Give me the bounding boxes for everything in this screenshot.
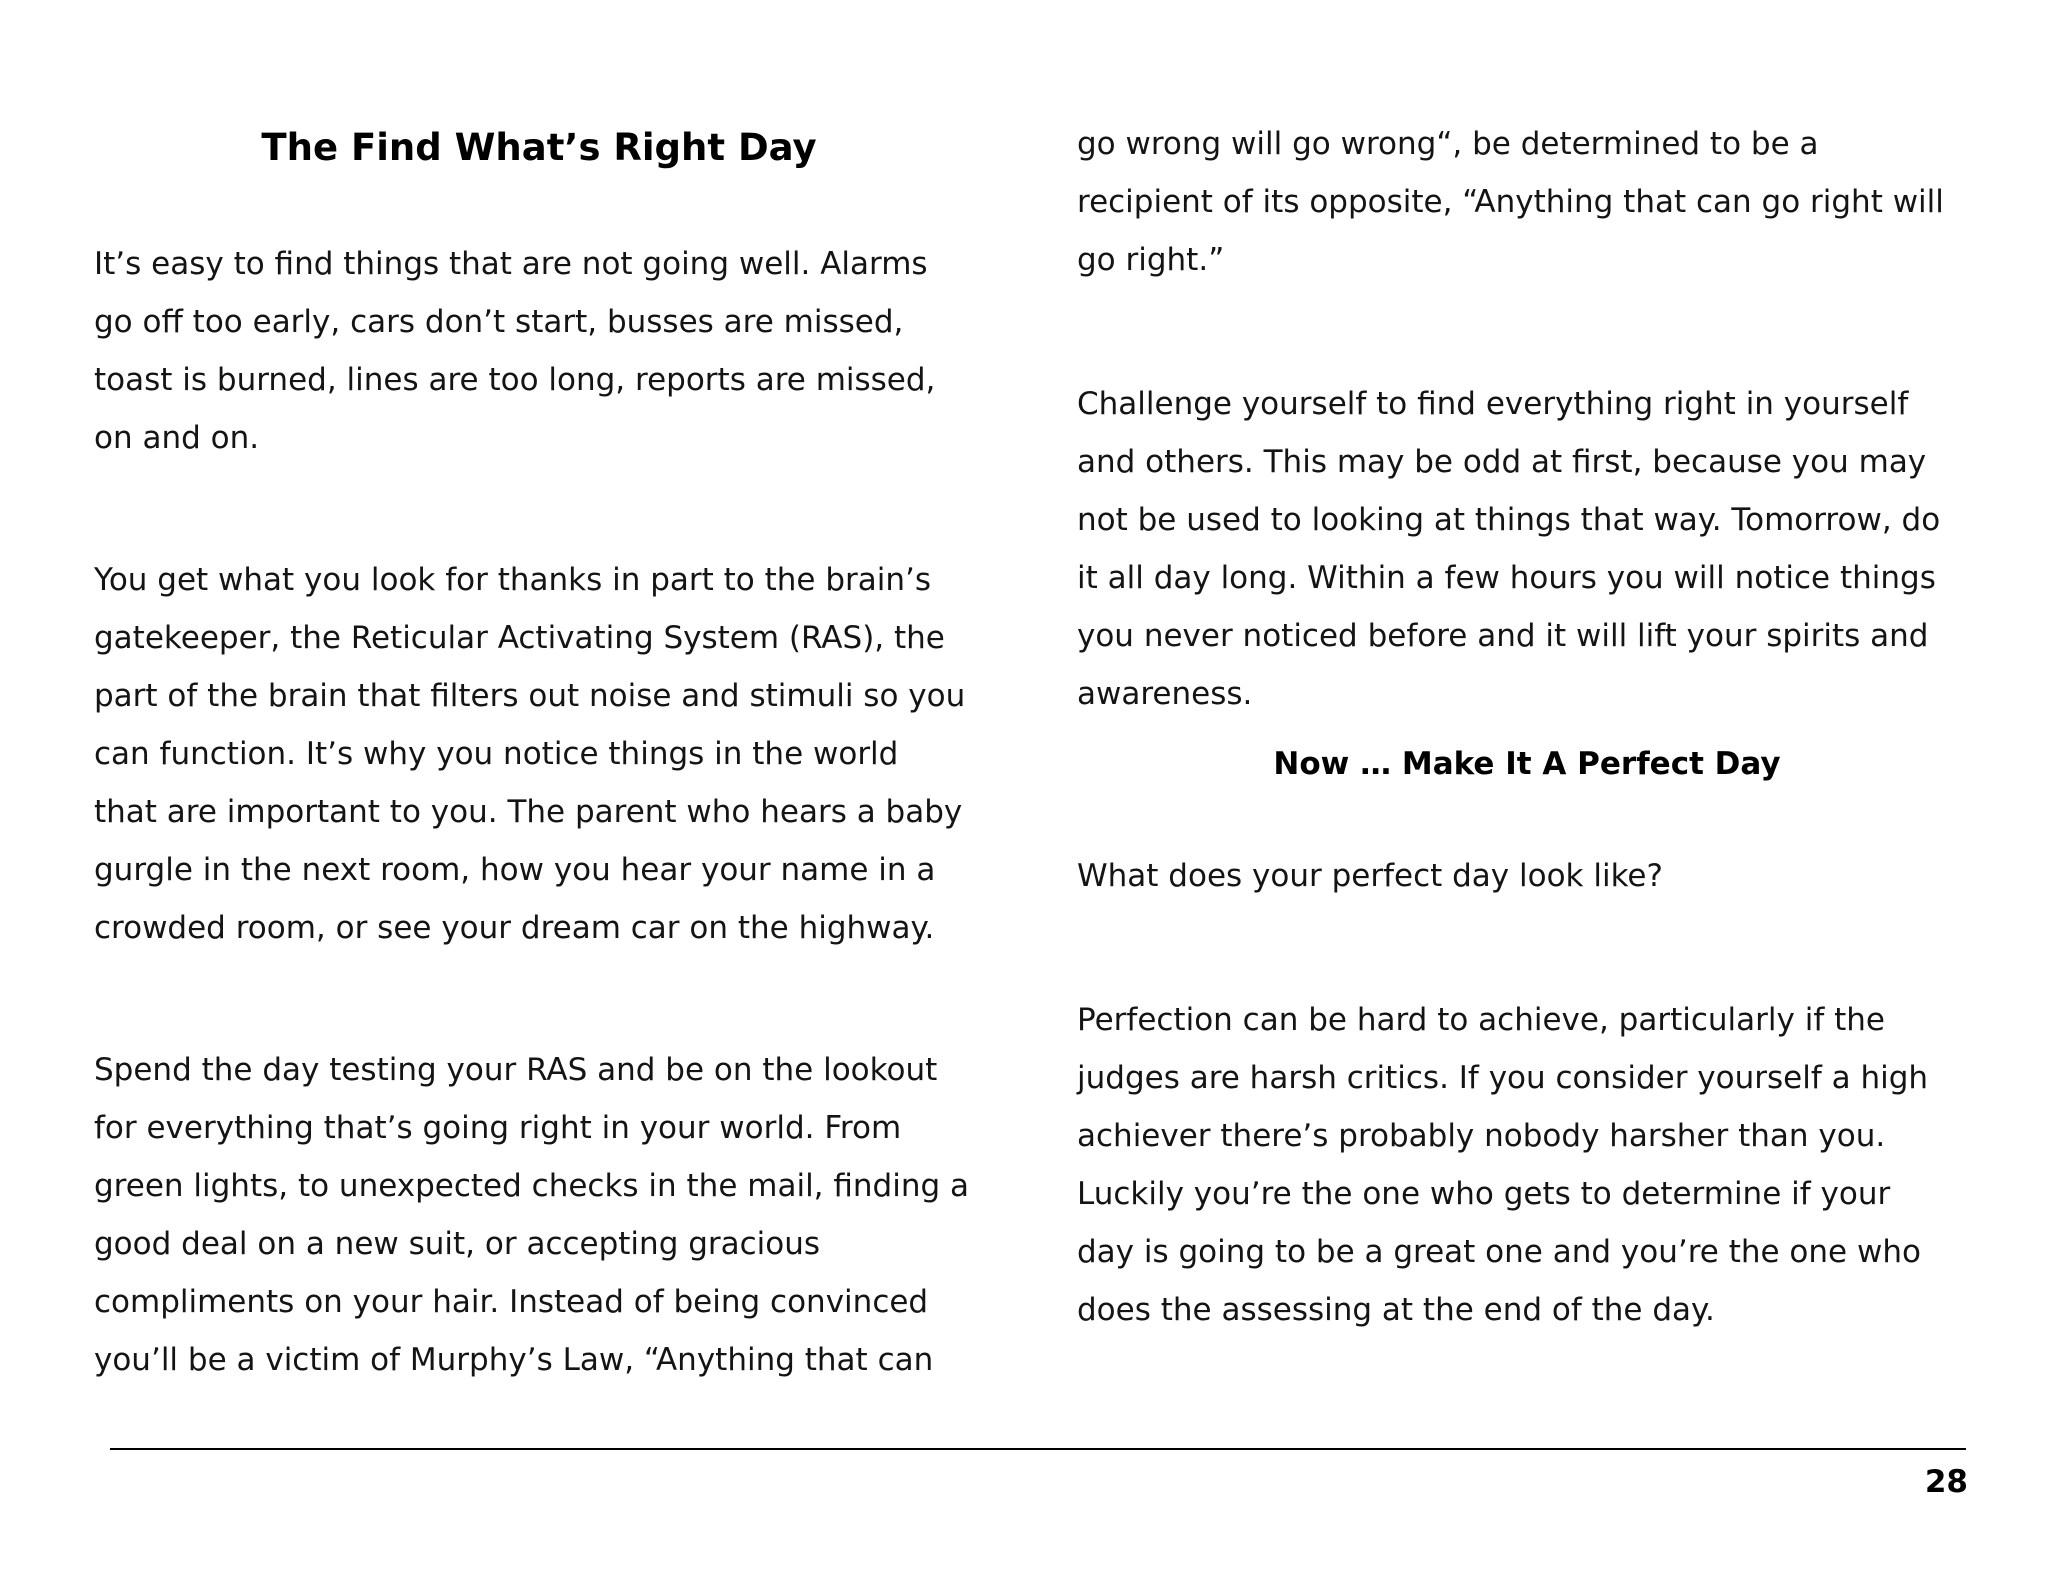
text-line: not be used to looking at things that way. Tomorrow, do bbox=[1077, 502, 1941, 538]
text-line: gurgle in the next room, how you hear your name in a bbox=[94, 852, 936, 888]
text-line: Challenge yourself to find everything right in yourself bbox=[1077, 386, 1909, 422]
text-line: compliments on your hair. Instead of being convinced bbox=[94, 1284, 929, 1320]
text-line: toast is burned, lines are too long, reports are missed, bbox=[94, 362, 936, 398]
text-line: go wrong will go wrong“, be determined to be a bbox=[1077, 126, 1819, 162]
text-line: you never noticed before and it will lift your spirits and bbox=[1077, 618, 1929, 654]
text-line: It’s easy to find things that are not going well. Alarms bbox=[94, 246, 928, 282]
page-number: 28 bbox=[1924, 1464, 1968, 1500]
text-line: for everything that’s going right in your world. From bbox=[94, 1110, 902, 1146]
footer-divider bbox=[110, 1448, 1966, 1450]
text-line: Perfection can be hard to achieve, particularly if the bbox=[1077, 1002, 1885, 1038]
text-line: good deal on a new suit, or accepting gracious bbox=[94, 1226, 821, 1262]
text-line: recipient of its opposite, “Anything that can go right will bbox=[1077, 184, 1944, 220]
text-line: crowded room, or see your dream car on the highway. bbox=[94, 910, 935, 946]
page-heading: The Find What’s Right Day bbox=[261, 126, 817, 169]
text-line: and others. This may be odd at first, because you may bbox=[1077, 444, 1927, 480]
text-line: awareness. bbox=[1077, 676, 1253, 712]
text-line: can function. It’s why you notice things in the world bbox=[94, 736, 899, 772]
text-line: green lights, to unexpected checks in the mail, finding a bbox=[94, 1168, 970, 1204]
text-line: go right.” bbox=[1077, 242, 1225, 278]
text-line: gatekeeper, the Reticular Activating System (RAS), the bbox=[94, 620, 945, 656]
text-line: part of the brain that filters out noise and stimuli so you bbox=[94, 678, 966, 714]
text-line: Luckily you’re the one who gets to determine if your bbox=[1077, 1176, 1891, 1212]
text-line: You get what you look for thanks in part to the brain’s bbox=[94, 562, 932, 598]
text-line: on and on. bbox=[94, 420, 260, 456]
text-line: does the assessing at the end of the day. bbox=[1077, 1292, 1715, 1328]
question-line: What does your perfect day look like? bbox=[1077, 858, 1663, 894]
text-line: you’ll be a victim of Murphy’s Law, “Anything that can bbox=[94, 1342, 934, 1378]
text-line: that are important to you. The parent who hears a baby bbox=[94, 794, 963, 830]
text-line: it all day long. Within a few hours you will notice things bbox=[1077, 560, 1936, 596]
text-line: achiever there’s probably nobody harsher than you. bbox=[1077, 1118, 1886, 1154]
text-line: day is going to be a great one and you’re the one who bbox=[1077, 1234, 1921, 1270]
text-line: go off too early, cars don’t start, busses are missed, bbox=[94, 304, 904, 340]
section-subheading: Now … Make It A Perfect Day bbox=[1273, 746, 1781, 782]
text-line: judges are harsh critics. If you consider yourself a high bbox=[1077, 1060, 1929, 1096]
text-line: Spend the day testing your RAS and be on the lookout bbox=[94, 1052, 938, 1088]
